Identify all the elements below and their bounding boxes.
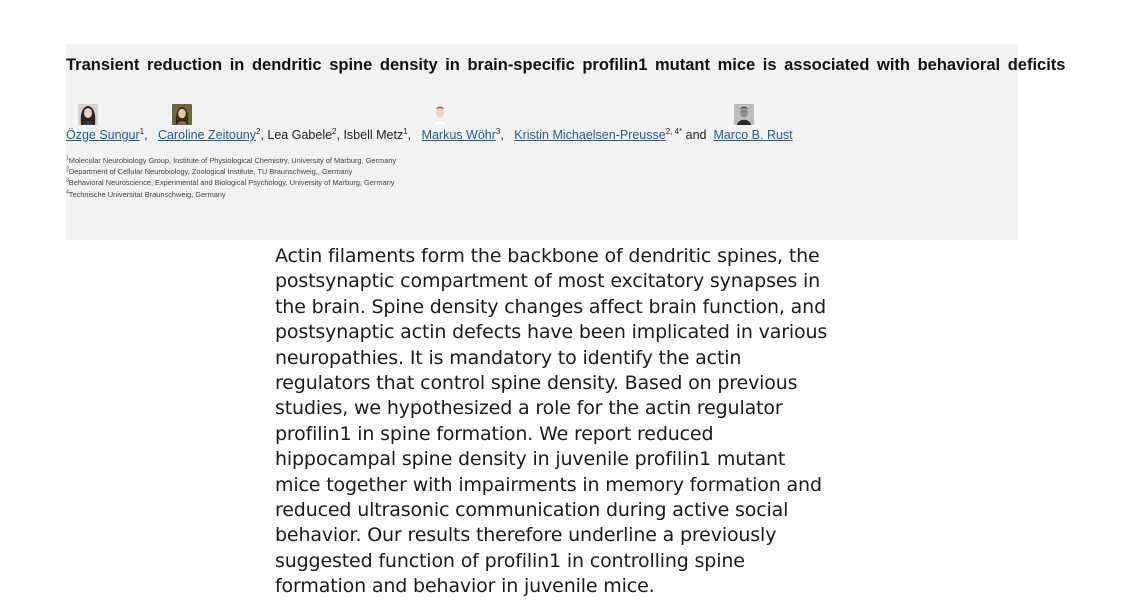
author-link-wohr[interactable]: Markus Wöhr bbox=[421, 128, 496, 142]
author-affil-sup: 1 bbox=[139, 128, 145, 136]
author-separator: , bbox=[500, 128, 515, 142]
author-avatar-rust[interactable] bbox=[734, 104, 754, 125]
author-avatar-zeitouny[interactable] bbox=[172, 104, 192, 125]
affiliation-text: Department of Cellular Neurobiology, Zoological Institute, TU Braunschweig,, Germany bbox=[68, 167, 353, 177]
affiliation-marker: 2 bbox=[66, 166, 69, 173]
author-affil-sup: 2, 4* bbox=[665, 128, 683, 136]
paper-title: Transient reduction in dendritic spine density in brain-specific profilin1 mutant mice is associated with behavioral deficits bbox=[66, 56, 1066, 74]
affiliation-item bbox=[66, 155, 396, 166]
affiliation-marker: 3 bbox=[66, 177, 69, 184]
affiliation-text: Molecular Neurobiology Group, Institute of Physiological Chemistry, University of Marburg, Germany bbox=[68, 156, 397, 165]
author-avatar-wohr[interactable] bbox=[430, 104, 450, 125]
author-affil-sup: 2 bbox=[256, 128, 261, 136]
author-affil-sup: 3 bbox=[495, 128, 501, 136]
author-name-gabele: Lea Gabele bbox=[267, 128, 333, 142]
author-link-rust[interactable]: Marco B. Rust bbox=[713, 128, 793, 142]
affiliations-list bbox=[66, 155, 396, 200]
author-name-metz: Isbell Metz bbox=[343, 128, 404, 142]
affiliation-text: Technische Universitat Braunschweig, Germany bbox=[68, 189, 226, 199]
abstract-text: Actin filaments form the backbone of dendritic spines, the postsynaptic compartment of most excitatory synapses in the brain. Spine density changes affect brain function, and postsynaptic actin defects have been implicated in various neuropathies. It is mandatory to identify the actin regulators that control spine density. Based on previous studies, we hypothesized a role for the actin regulator profilin1 in spine formation. We report reduced hippocampal spine density in juvenile profilin1 mutant mice together with impairments in memory formation and reduced ultrasonic communication during active social behavior. Our results therefore underline a previously suggested function of profilin1 in controlling spine formation and behavior in juvenile mice. bbox=[275, 245, 828, 598]
affiliation-text: Behavioral Neuroscience, Experimental and Biological Psychology, University of Marburg, Germany bbox=[68, 178, 395, 188]
affiliation-marker: 1 bbox=[66, 155, 69, 162]
author-affil-sup: 2 bbox=[332, 128, 337, 136]
affiliation-item bbox=[66, 166, 396, 177]
author-separator: and bbox=[682, 128, 714, 142]
author-separator: , bbox=[260, 128, 268, 142]
author-separator: , bbox=[144, 128, 159, 142]
affiliation-marker: 4 bbox=[66, 189, 69, 196]
author-link-sungur[interactable]: Özge Sungur bbox=[66, 128, 140, 142]
author-avatar-sungur[interactable] bbox=[78, 104, 98, 125]
author-affil-sup: 1 bbox=[403, 128, 408, 136]
author-link-zeitouny[interactable]: Caroline Zeitouny bbox=[158, 128, 256, 142]
author-separator: , bbox=[336, 128, 344, 142]
affiliation-item bbox=[66, 189, 396, 200]
author-separator: , bbox=[407, 128, 422, 142]
author-list bbox=[66, 128, 804, 146]
affiliation-item bbox=[66, 177, 396, 188]
author-link-michaelsen-preusse[interactable]: Kristin Michaelsen-Preusse bbox=[514, 128, 666, 142]
